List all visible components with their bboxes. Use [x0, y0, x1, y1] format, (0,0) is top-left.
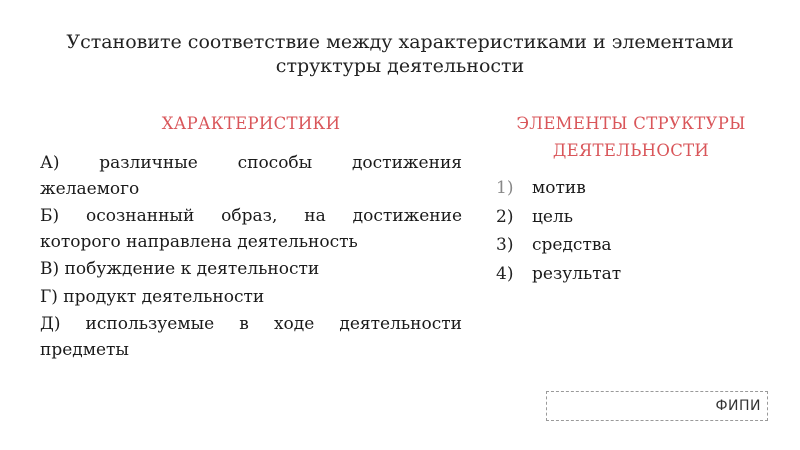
list-item-text: результат	[532, 263, 622, 284]
characteristic-a: А) различные способы достижения желаемого	[40, 153, 462, 199]
elements-column	[496, 110, 766, 290]
list-item-number: 1)	[496, 178, 514, 198]
characteristics-column	[40, 110, 462, 365]
task-title: Установите соответствие между характеристиками и элементами структуры деятельности	[66, 31, 734, 77]
list-item-text: мотив	[532, 178, 586, 198]
list-item-text: цель	[532, 206, 574, 227]
list-item	[496, 176, 766, 202]
characteristic-c: В) побуждение к деятельности	[40, 259, 320, 279]
characteristics-heading: ХАРАКТЕРИСТИКИ	[161, 114, 341, 133]
characteristic-e: Д) используемые в ходе деятельности предметы	[40, 314, 462, 360]
list-item-number: 2)	[496, 206, 514, 227]
fipi-badge: ФИПИ	[546, 391, 768, 421]
list-item	[496, 233, 766, 259]
list-item	[496, 205, 766, 231]
list-item-text: средства	[532, 235, 612, 255]
list-item-number: 4)	[496, 263, 514, 284]
elements-list	[496, 176, 766, 287]
list-item	[496, 262, 766, 288]
characteristic-d: Г) продукт деятельности	[40, 286, 265, 307]
list-item-number: 3)	[496, 235, 514, 255]
characteristic-b: Б) осознанный образ, на достижение которого направлена деятельность	[40, 206, 462, 252]
elements-heading: ЭЛЕМЕНТЫ СТРУКТУРЫ ДЕЯТЕЛЬНОСТИ	[516, 114, 746, 160]
